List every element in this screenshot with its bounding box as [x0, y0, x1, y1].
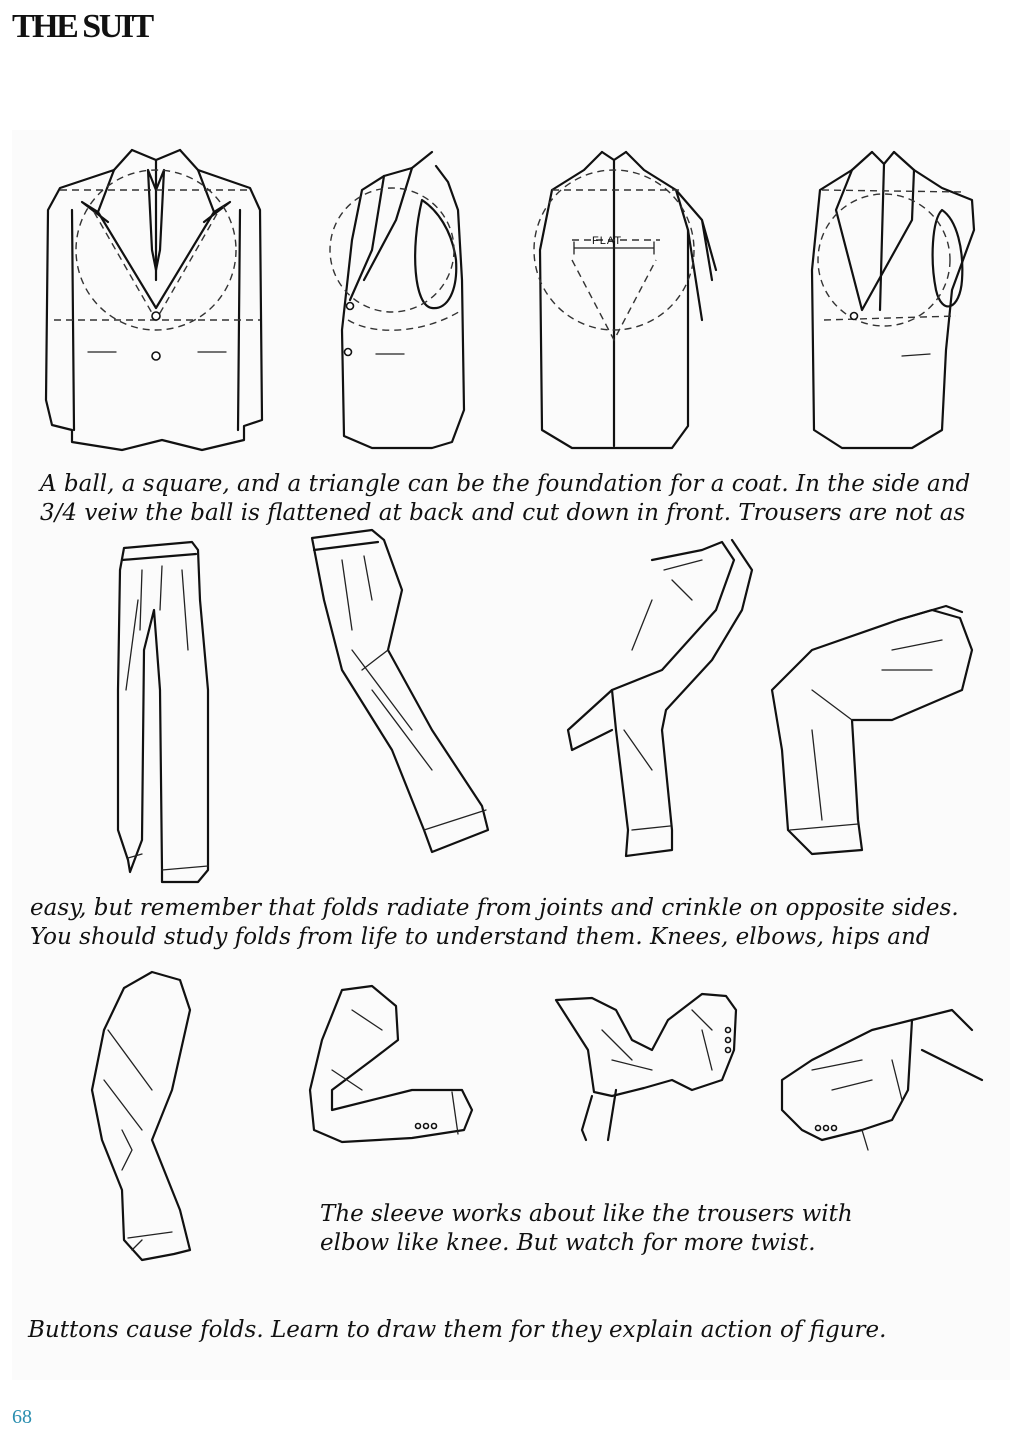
illustration-drawings: [12, 130, 1010, 1380]
trousers-seated-icon: [772, 606, 972, 854]
coat-front-icon: [46, 150, 262, 450]
caption-sleeve-line-2: elbow like knee. But watch for more twist.: [320, 1230, 816, 1256]
coat-side-icon: [330, 152, 464, 448]
caption-folds-line-1: easy, but remember that folds radiate from joints and crinkle on opposite sides.: [30, 895, 959, 921]
sleeve-crossed-icon: [782, 1010, 982, 1150]
page-title: THE SUIT: [12, 8, 152, 45]
coat-back-icon: [534, 152, 716, 448]
trousers-bent-knee-icon: [568, 540, 752, 856]
coat-three-quarter-icon: [812, 152, 974, 448]
illustration-plate: [12, 130, 1010, 1380]
sleeve-flexed-icon: [310, 986, 472, 1142]
coat-flat-label: FLAT: [592, 235, 623, 247]
trousers-stepping-icon: [312, 530, 488, 852]
sleeve-hanging-icon: [92, 972, 190, 1260]
sleeve-bent-icon: [556, 994, 736, 1140]
caption-sleeve-line-1: The sleeve works about like the trousers with: [320, 1201, 853, 1227]
caption-buttons: Buttons cause folds. Learn to draw them for they explain action of figure.: [28, 1317, 887, 1343]
caption-folds-line-2: You should study folds from life to understand them. Knees, elbows, hips and: [30, 924, 931, 950]
caption-coat-line-1: A ball, a square, and a triangle can be the foundation for a coat. In the side and: [40, 471, 971, 497]
page-number: 68: [12, 1406, 32, 1428]
trousers-front-icon: [118, 542, 208, 882]
caption-coat-line-2: 3/4 veiw the ball is flattened at back and cut down in front. Trousers are not as: [40, 500, 966, 526]
